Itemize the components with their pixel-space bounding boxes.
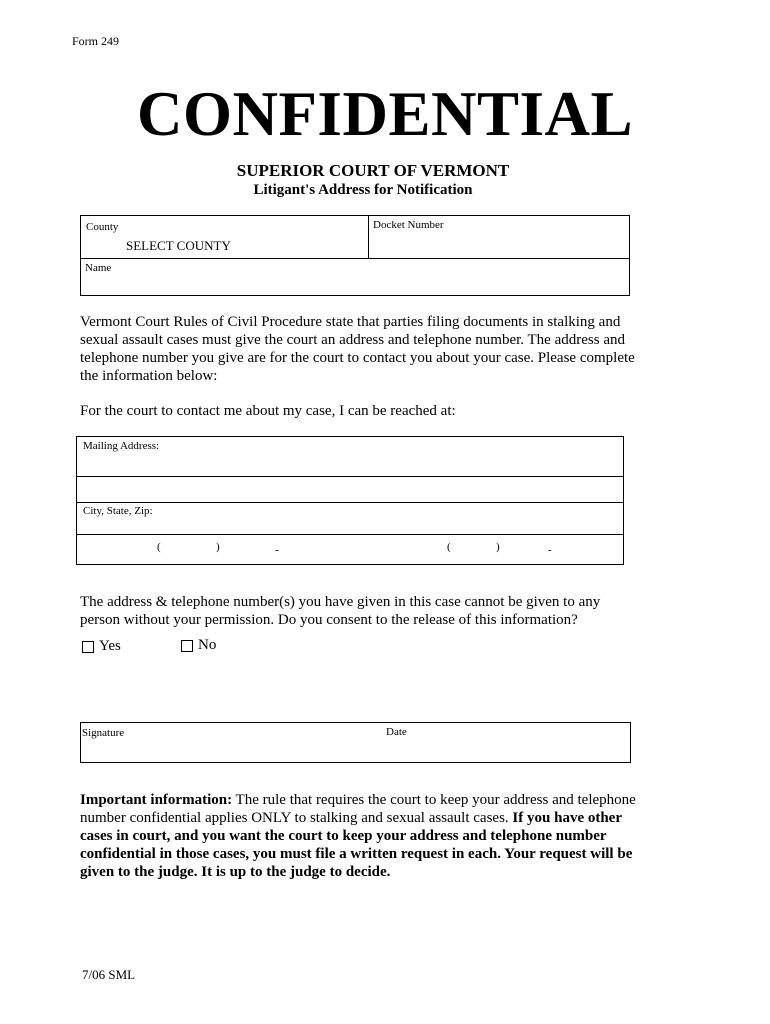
intro-paragraph: Vermont Court Rules of Civil Procedure state that parties filing documents in stalking and sexual assault cases must give the court an address and telephone number. The address and telephone number you give are for the court to contact you about your case. Please complete the information below:	[80, 314, 635, 384]
address-box	[76, 436, 624, 565]
mailing-address-line2-field[interactable]	[83, 480, 618, 498]
signature-label: Signature	[82, 727, 125, 739]
important-heading: Important information:	[80, 792, 233, 808]
name-field[interactable]	[126, 272, 621, 292]
docket-number-field[interactable]	[371, 232, 626, 254]
form-number: Form 249	[72, 34, 120, 48]
important-text: The rule that requires the court to keep your address and telephone number confidential applies ONLY to stalking and sexual assault cases.	[80, 792, 636, 826]
court-name: SUPERIOR COURT OF VERMONT	[236, 161, 510, 180]
signature-field[interactable]	[86, 741, 376, 759]
county-label: County	[86, 221, 119, 233]
date-label: Date	[386, 726, 407, 738]
yes-checkbox[interactable]	[82, 641, 94, 653]
city-state-zip-label: City, State, Zip:	[83, 505, 153, 517]
city-state-zip-field[interactable]	[167, 507, 617, 527]
consent-question: The address & telephone number(s) you have given in this case cannot be given to any person without your permission. Do you consent to the release of this information?	[80, 594, 601, 628]
signature-box	[80, 722, 631, 763]
name-label: Name	[85, 262, 112, 274]
phone-1-paren-close: )	[216, 541, 220, 553]
yes-label: Yes	[99, 638, 121, 654]
important-text-bold: If you have other cases in court, and you want the court to keep your address and telephone number confidential in those cases, you must file a written request in each. Your request will be given to the judge. It is up to the judge to decide.	[80, 810, 633, 880]
phone-1-paren-open: (	[157, 541, 161, 553]
footer-code: 7/06 SML	[82, 967, 136, 982]
phone-2-dash: -	[548, 544, 552, 556]
page-title: CONFIDENTIAL	[136, 79, 634, 149]
no-checkbox[interactable]	[181, 640, 193, 652]
date-field[interactable]	[386, 741, 621, 759]
phone-1-dash: -	[275, 544, 279, 556]
phone-2-paren-close: )	[496, 541, 500, 553]
phone-1-field[interactable]	[157, 541, 287, 557]
no-label: No	[198, 637, 217, 653]
county-select[interactable]: SELECT COUNTY	[126, 238, 231, 253]
contact-intro: For the court to contact me about my case, I can be reached at:	[80, 403, 456, 419]
consent-yes-option[interactable]	[82, 638, 121, 655]
docket-number-label: Docket Number	[373, 219, 444, 231]
phone-2-paren-open: (	[447, 541, 451, 553]
mailing-address-field[interactable]	[83, 455, 618, 473]
important-information	[80, 791, 648, 881]
consent-no-option[interactable]	[181, 637, 216, 654]
mailing-address-label: Mailing Address:	[83, 440, 160, 452]
case-info-box	[80, 215, 630, 296]
phone-2-field[interactable]	[447, 541, 577, 557]
form-subtitle: Litigant's Address for Notification	[253, 182, 473, 198]
